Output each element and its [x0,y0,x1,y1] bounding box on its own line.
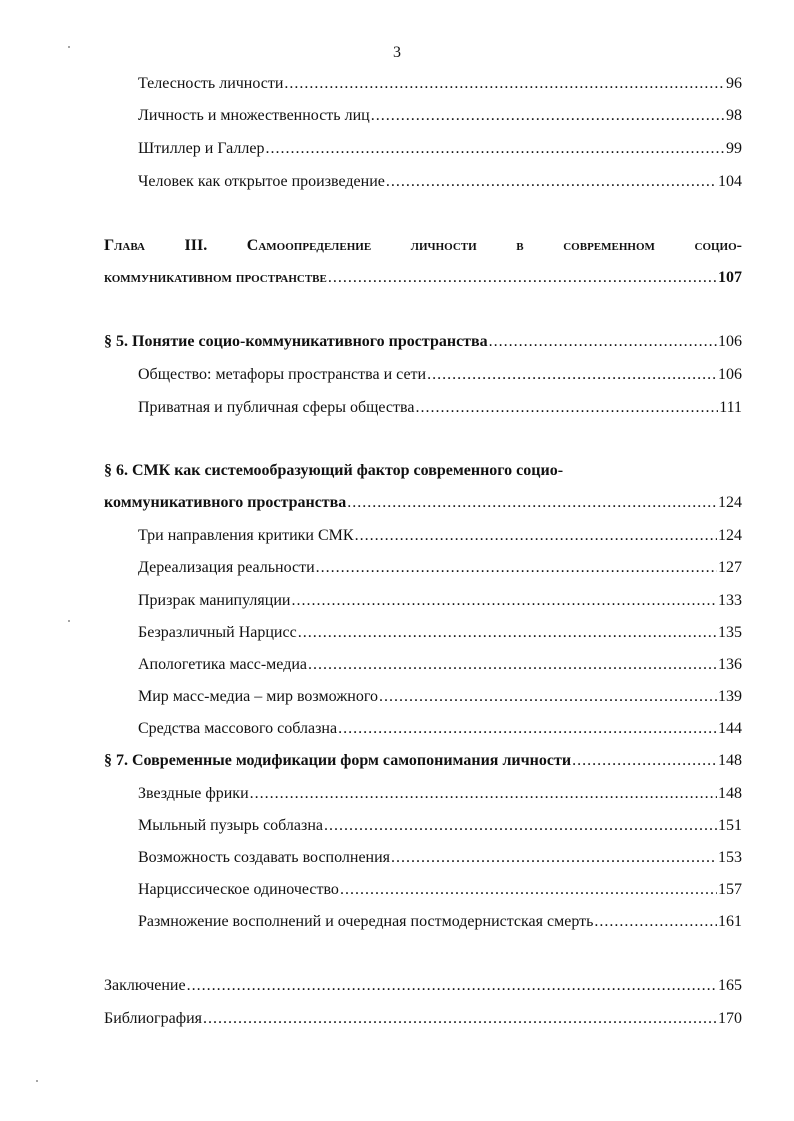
chapter-heading-line2: коммуникативном пространстве [104,269,327,286]
toc-entry [138,848,742,868]
dot-leader [338,719,717,739]
dot-leader [391,848,717,868]
toc-entry-page: 136 [718,656,742,673]
toc-entry-page: 144 [718,720,742,737]
toc-entry [138,74,742,94]
dot-leader [328,268,717,288]
toc-entry-title: Средства массового соблазна [138,720,338,737]
toc-entry-title: Библиография [104,1010,202,1027]
toc-entry-page: 127 [718,559,742,576]
dot-leader [298,623,717,643]
toc-entry-page: 111 [719,399,742,416]
page-number: 3 [393,44,401,61]
toc-entry-page: 133 [718,592,742,609]
dot-leader [572,751,717,771]
dot-leader [284,74,725,94]
toc-entry-page: 106 [718,333,742,350]
dot-leader [187,976,717,996]
dot-leader [379,687,717,707]
toc-entry-title: Апологетика масс-медиа [138,656,307,673]
toc-entry-title: Безразличный Нарцисс [138,624,297,641]
toc-entry-page: 96 [726,75,742,92]
toc-entry-page: 135 [718,624,742,641]
dot-leader [250,784,717,804]
dot-leader [594,912,717,932]
toc-entry [138,880,742,900]
section-heading-line1: § 6. СМК как системообразующий фактор современного социо- [104,462,564,479]
toc-entry [138,139,742,159]
toc-entry-title: Общество: метафоры пространства и сети [138,366,427,383]
dot-leader [340,880,717,900]
toc-entry [138,591,742,611]
toc-entry [138,816,742,836]
scan-speck [36,1080,38,1082]
toc-entry [138,365,742,385]
toc-entry-page: 124 [718,527,742,544]
toc-entry-page: 153 [718,849,742,866]
toc-entry-title: Нарциссическое одиночество [138,881,339,898]
dot-leader [203,1009,717,1029]
toc-entry-page: 148 [718,785,742,802]
toc-entry [138,558,742,578]
toc-entry-page: 139 [718,688,742,705]
section-heading [104,332,742,352]
toc-entry [104,976,742,996]
toc-entry-title: Штиллер и Галлер [138,140,265,157]
dot-leader [386,172,717,192]
toc-entry-page: 124 [718,494,742,511]
toc-entry-title: Заключение [104,977,186,994]
section-heading [104,493,742,513]
toc-entry-page: 99 [726,140,742,157]
dot-leader [415,398,718,418]
dot-leader [308,655,717,675]
dot-leader [347,493,717,513]
scan-speck [68,620,70,622]
toc-entry-title: Телесность личности [138,75,284,92]
toc-entry-page: 161 [718,913,742,930]
toc-entry [104,1009,742,1029]
toc-entry [138,106,742,126]
toc-entry [138,912,742,932]
dot-leader [371,106,725,126]
toc-entry [138,526,742,546]
dot-leader [355,526,717,546]
toc-entry [138,623,742,643]
dot-leader [266,139,726,159]
dot-leader [489,332,717,352]
toc-entry [138,398,742,418]
dot-leader [324,816,717,836]
toc-entry-page: 106 [718,366,742,383]
dot-leader [316,558,717,578]
toc-entry-title: Звездные фрики [138,785,249,802]
toc-entry [138,719,742,739]
chapter-heading-entry [104,268,742,288]
toc-entry [138,172,742,192]
toc-entry-page: 170 [718,1010,742,1027]
toc-entry-title: Мыльный пузырь соблазна [138,817,323,834]
toc-entry-page: 98 [726,107,742,124]
toc-entry [138,784,742,804]
section-title: § 5. Понятие социо-коммуникативного пространства [104,333,488,350]
dot-leader [427,365,717,385]
toc-entry-page: 104 [718,173,742,190]
toc-entry-title: Мир масс-медиа – мир возможного [138,688,378,705]
scan-speck [68,46,70,48]
toc-entry-page: 107 [718,269,742,286]
section-title-line2: коммуникативного пространства [104,494,347,511]
toc-entry [138,687,742,707]
toc-entry-title: Человек как открытое произведение [138,173,385,190]
toc-entry-title: Три направления критики СМК [138,527,354,544]
toc-entry-title: Дереализация реальности [138,559,315,576]
toc-entry-title: Призрак манипуляции [138,592,291,609]
toc-entry-title: Размножение восполнений и очередная постмодернистская смерть [138,913,594,930]
toc-entry-page: 157 [718,881,742,898]
toc-entry-title: Возможность создавать восполнения [138,849,391,866]
dot-leader [291,591,717,611]
chapter-heading-line1: Глава III. Самоопределение личности в современном социо- [104,237,742,254]
section-title: § 7. Современные модификации форм самопонимания личности [104,752,572,769]
toc-entry-page: 165 [718,977,742,994]
toc-entry [138,655,742,675]
toc-entry-page: 148 [718,752,742,769]
toc-entry-title: Приватная и публичная сферы общества [138,399,415,416]
toc-entry-page: 151 [718,817,742,834]
section-heading [104,751,742,771]
toc-entry-title: Личность и множественность лиц [138,107,370,124]
